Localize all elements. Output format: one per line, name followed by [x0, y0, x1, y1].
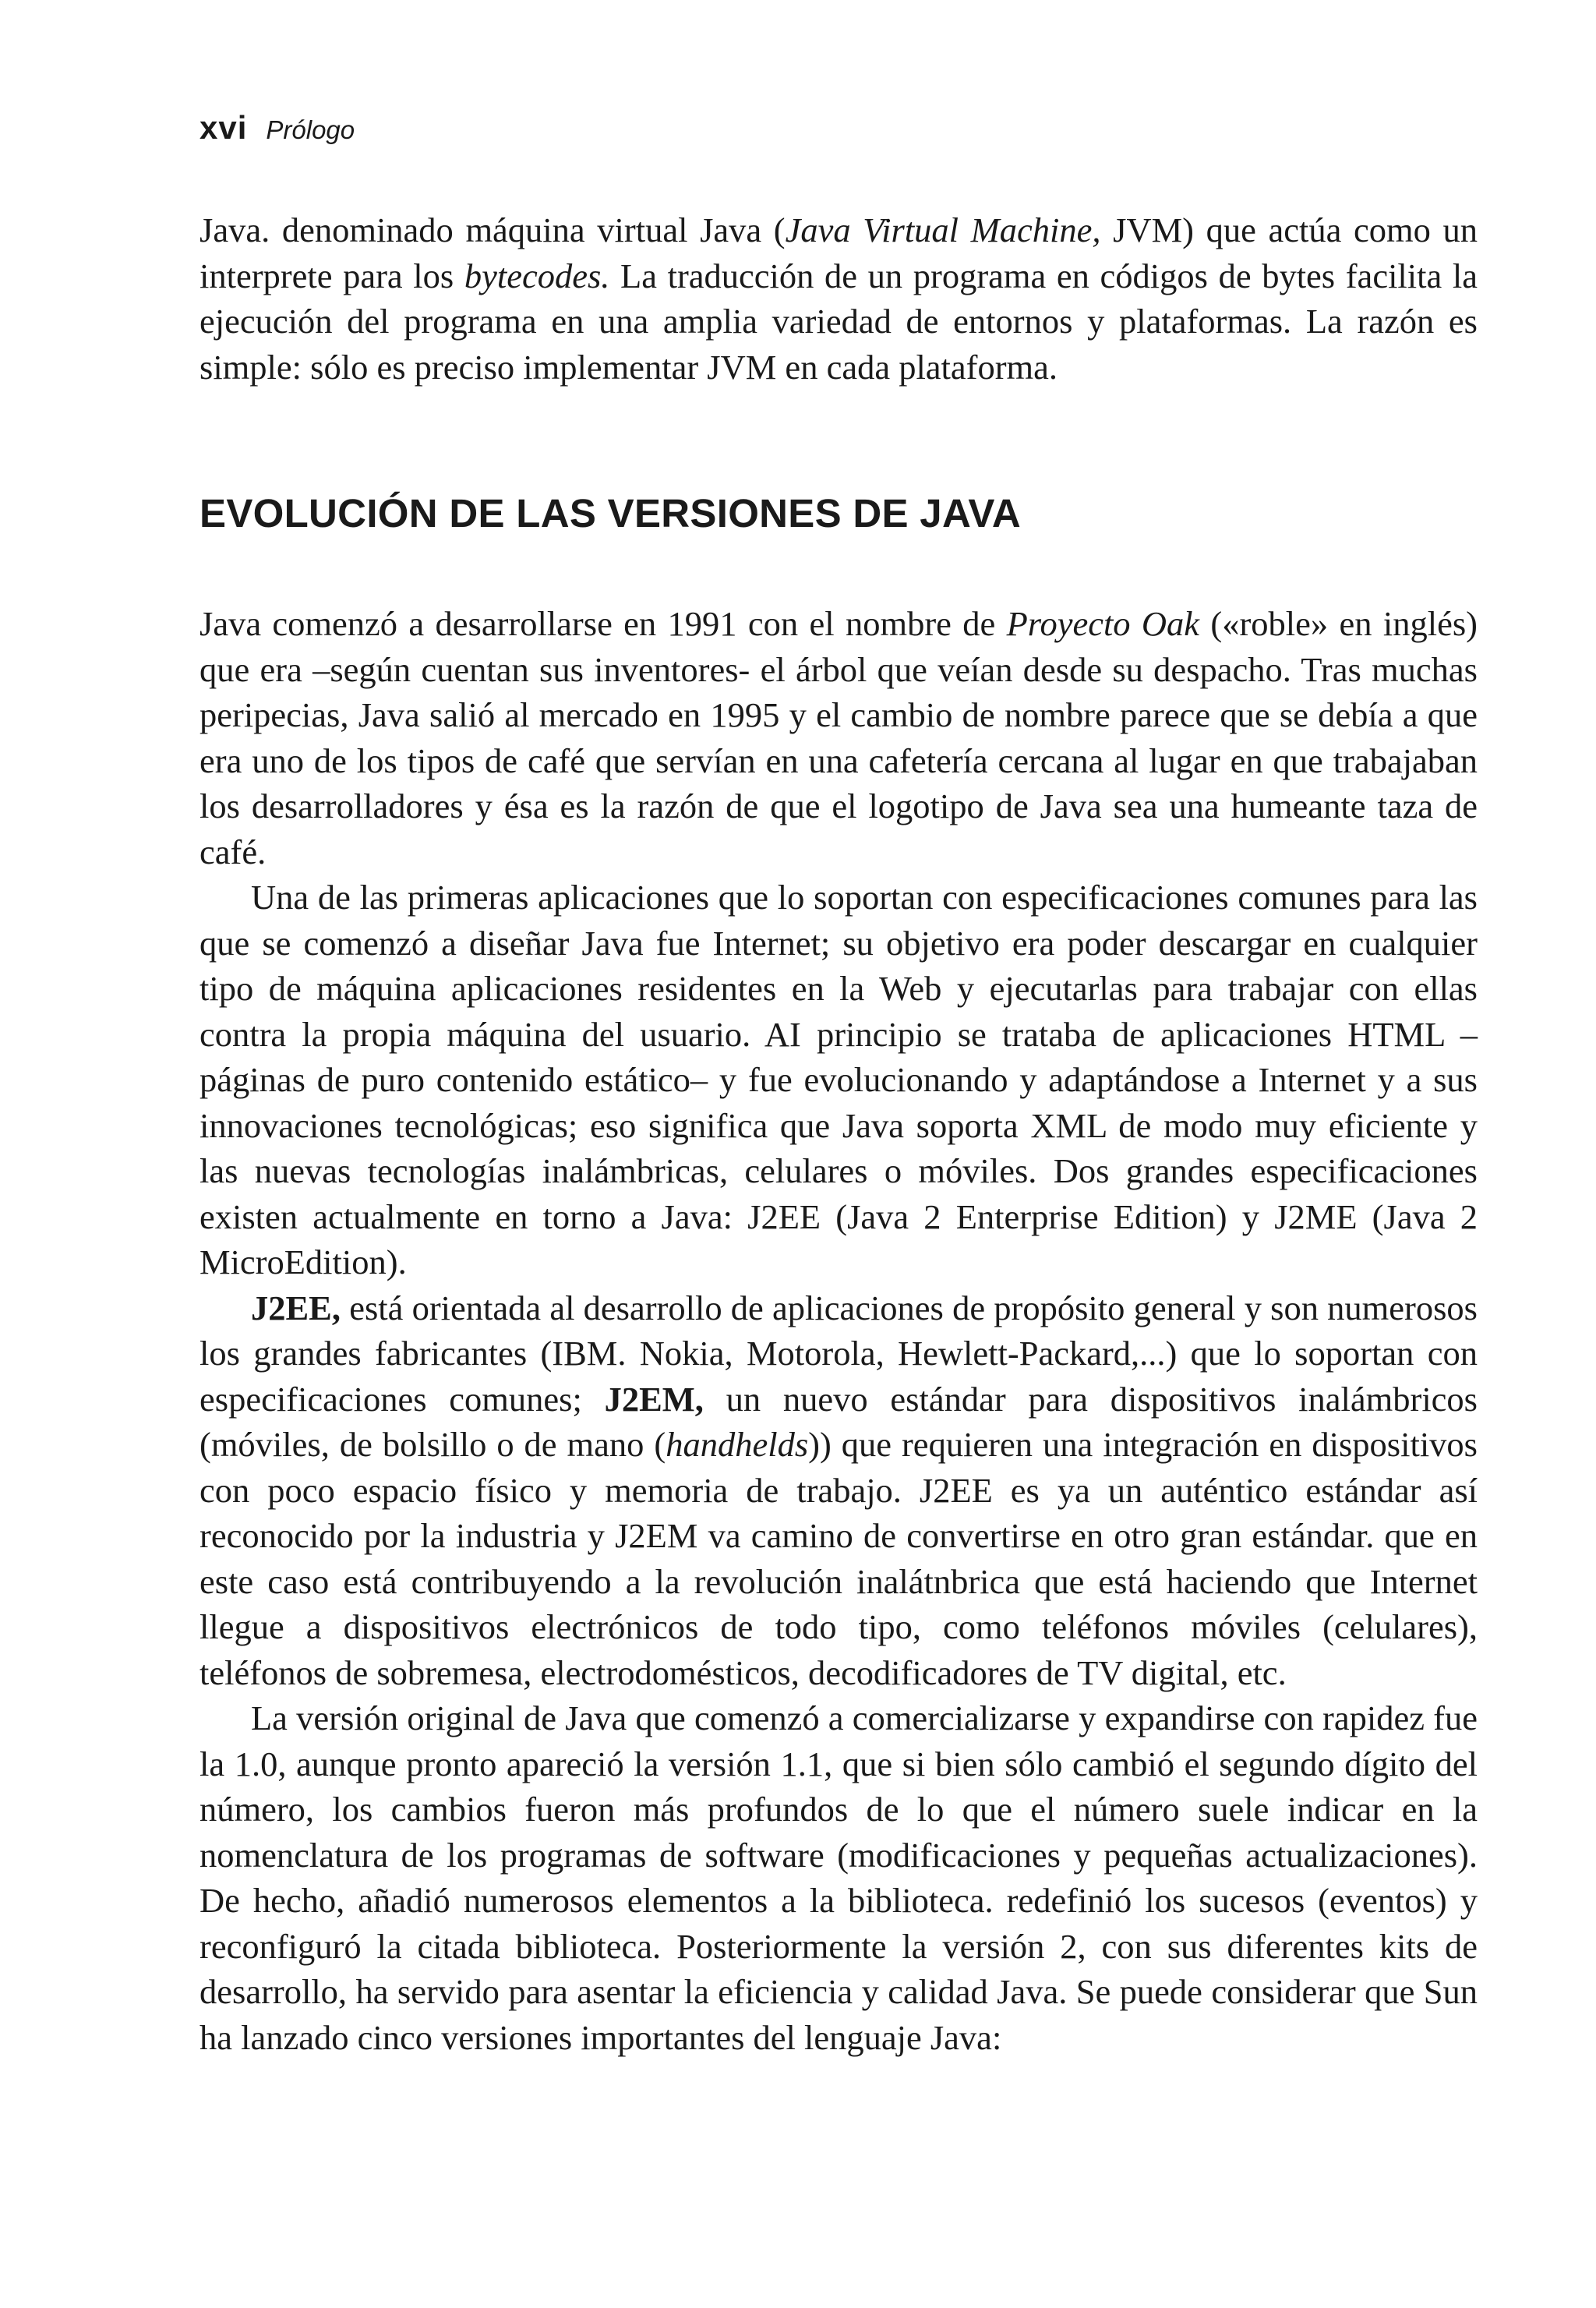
p3-text-3: )) que requieren una integración en dispositivos con poco espacio físico y memoria de trabajo. J2EE es ya un auténtico estándar así reconocido por la industria y J2EM va camino de convertirse en otro gran estándar. que en este caso está contribuyendo a la revolución inalátnbrica que está haciendo que Internet llegue a dispositivos electrónicos de todo tipo, como teléfonos móviles (celulares), teléfonos de sobremesa, electrodomésticos, decodificadores de TV digital, etc.	[200, 1425, 1478, 1692]
section-heading: EVOLUCIÓN DE LAS VERSIONES DE JAVA	[200, 491, 1021, 535]
term-j2ee: J2EE,	[251, 1288, 341, 1327]
intro-text-2: JVM) que actúa como un interprete para los	[200, 210, 1478, 295]
term-j2em: J2EM,	[604, 1379, 704, 1419]
body-text	[200, 207, 1478, 2060]
p1-text-2: («roble» en inglés) que era –según cuentan sus inventores- el árbol que veían desde su despacho. Tras muchas peripecias, Java salió al mercado en 1995 y el cambio de nombre parece que se debía a que era uno de los tipos de café que servían en una cafetería cercana al lugar en que trabajaban los desarrolladores y ésa es la razón de que el logotipo de Java sea una humeante taza de café.	[200, 604, 1478, 871]
paragraph-versions: La versión original de Java que comenzó a comercializarse y expandirse con rapidez fue la 1.0, aunque pronto apareció la versión 1.1, que si bien sólo cambió el segundo dígito del número, los cambios fueron más profundos de lo que el número suele indicar en la nomenclatura de los programas de software (modificaciones y pequeñas actualizaciones). De hecho, añadió numerosos elementos a la biblioteca. redefinió los sucesos (eventos) y reconfiguró la citada biblioteca. Posteriormente la versión 2, con sus diferentes kits de desarrollo, ha servido para asentar la eficiencia y calidad Java. Se puede considerar que Sun ha lanzado cinco versiones importantes del lenguaje Java:	[200, 1698, 1478, 2057]
running-head	[200, 109, 355, 147]
running-head-title: Prólogo	[266, 115, 355, 144]
intro-text-3: La traducción de un programa en códigos de bytes facilita la ejecución del programa en una amplia variedad de entornos y plataformas. La razón es simple: sólo es preciso implementar JVM en cada plataforma.	[200, 256, 1478, 387]
intro-term-bytecodes: bytecodes.	[464, 256, 610, 295]
p1-term-oak: Proyecto Oak	[1006, 604, 1200, 643]
intro-text-1: Java. denominado máquina virtual Java (	[200, 210, 786, 249]
page-number: xvi	[200, 109, 248, 146]
p1-text-1: Java comenzó a desarrollarse en 1991 con el nombre de	[200, 604, 1007, 643]
paragraph-internet: Una de las primeras aplicaciones que lo soportan con especificaciones comunes para las que se comenzó a diseñar Java fue Internet; su objetivo era poder descargar en cualquier tipo de máquina aplicaciones residentes en la Web y ejecutarlas para trabajar con ellas contra la propia máquina del usuario. AI principio se trataba de aplicaciones HTML –páginas de puro contenido estático– y fue evolucionando y adaptándose a Internet y a sus innovaciones tecnológicas; eso significa que Java soporta XML de modo muy eficiente y las nuevas tecnologías inalámbricas, celulares o móviles. Dos grandes especificaciones existen actualmente en torno a Java: J2EE (Java 2 Enterprise Edition) y J2ME (Java 2 MicroEdition).	[200, 878, 1478, 1281]
term-handhelds: handhelds	[666, 1425, 809, 1464]
paragraph-j2ee	[200, 1285, 1478, 1696]
intro-paragraph	[200, 207, 1478, 390]
p3-text-2: un nuevo estándar para dispositivos inalámbricos (móviles, de bolsillo o de mano (	[200, 1379, 1478, 1464]
paragraph-origins	[200, 601, 1478, 875]
p3-text-1: está orientada al desarrollo de aplicaciones de propósito general y son numerosos los grandes fabricantes (IBM. Nokia, Motorola, Hewlett-Packard,...) que lo soportan con especificaciones comunes;	[200, 1288, 1478, 1419]
intro-term-jvm: Java Virtual Machine,	[785, 210, 1101, 249]
